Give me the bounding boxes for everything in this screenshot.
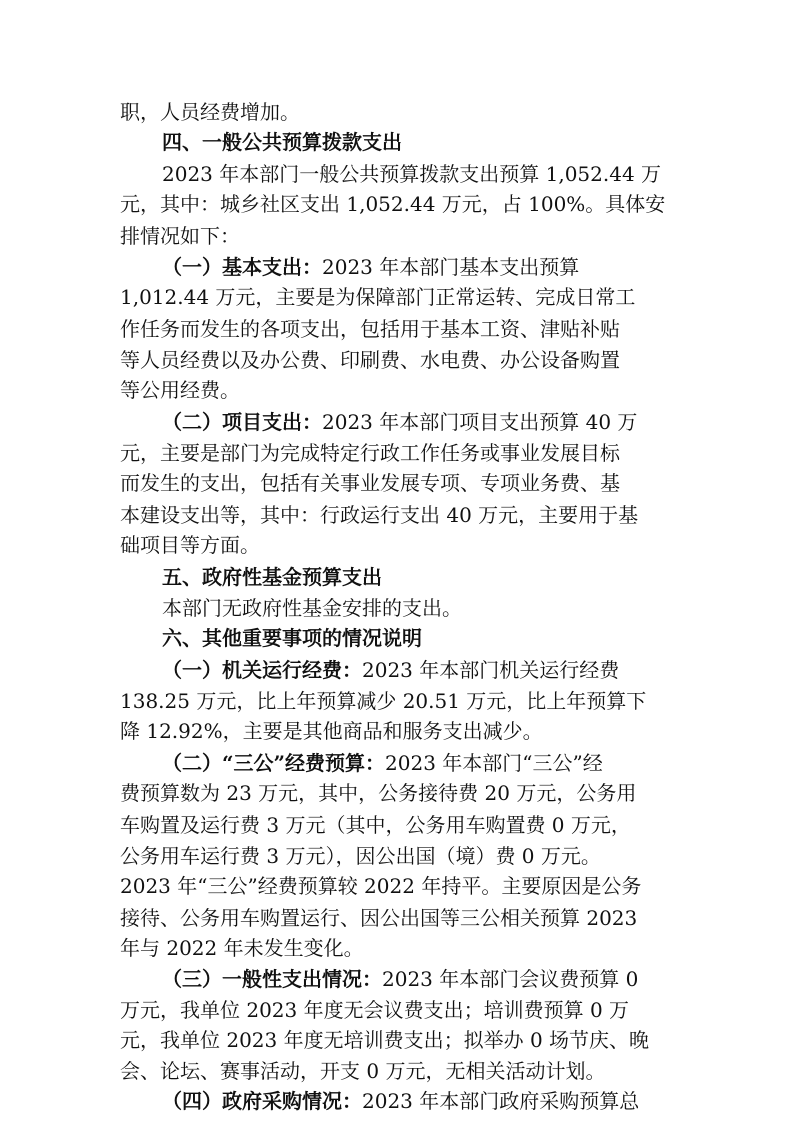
procurement-line-1: [162, 1086, 639, 1116]
basic-expense-line-4: 等人员经费以及办公费、印刷费、水电费、办公设备购置: [120, 347, 620, 372]
section4-para-line-2: 元，其中：城乡社区支出 1,052.44 万元，占 100%。具体安: [120, 192, 666, 217]
basic-expense-line-3: 作任务而发生的各项支出，包括用于基本工资、津贴补贴: [120, 316, 620, 341]
project-expense-line-5: 础项目等方面。: [120, 533, 260, 558]
procurement-label: （四）政府采购情况：: [162, 1089, 362, 1113]
operating-cost-line-3: 降 12.92%，主要是其他商品和服务支出减少。: [120, 719, 543, 744]
section5-heading: 五、政府性基金预算支出: [162, 564, 382, 589]
basic-expense-line-2: 1,012.44 万元，主要是为保障部门正常运转、完成日常工: [120, 285, 636, 310]
project-expense-line-3: 而发生的支出，包括有关事业发展专项、专项业务费、基: [120, 471, 620, 496]
three-public-line-7: 年与 2022 年未发生变化。: [120, 936, 364, 961]
operating-cost-text: 2023 年本部门机关运行经费: [362, 657, 620, 682]
section5-para: 本部门无政府性基金安排的支出。: [162, 595, 462, 620]
project-expense-line-1: [162, 407, 637, 437]
general-expense-line-4: 会、论坛、赛事活动，开支 0 万元，无相关活动计划。: [120, 1058, 606, 1083]
general-expense-label: （三）一般性支出情况：: [162, 967, 382, 992]
project-expense-label: （二）项目支出：: [162, 409, 322, 434]
three-public-line-1: [162, 748, 603, 778]
section4-heading: 四、一般公共预算拨款支出: [162, 130, 402, 155]
three-public-label: （二）“三公”经费预算：: [162, 750, 386, 775]
three-public-line-3: 车购置及运行费 3 万元（其中，公务用车购置费 0 万元，: [120, 812, 631, 837]
basic-expense-line-5: 等公用经费。: [120, 378, 240, 403]
three-public-line-4: 公务用车运行费 3 万元），因公出国（境）费 0 万元。: [120, 843, 601, 868]
general-expense-line-3: 元，我单位 2023 年度无培训费支出；拟举办 0 场节庆、晚: [120, 1028, 650, 1053]
general-expense-line-1: [162, 964, 638, 994]
section6-heading: 六、其他重要事项的情况说明: [162, 626, 422, 651]
three-public-text: 2023 年本部门“三公”经: [385, 750, 603, 775]
procurement-text: 2023 年本部门政府采购预算总: [362, 1089, 640, 1113]
operating-cost-label: （一）机关运行经费：: [162, 657, 362, 682]
three-public-line-5: 2023 年“三公”经费预算较 2022 年持平。主要原因是公务: [120, 874, 642, 899]
project-expense-text: 2023 年本部门项目支出预算 40 万: [322, 409, 638, 434]
operating-cost-line-1: [162, 655, 619, 685]
basic-expense-text: 2023 年本部门基本支出预算: [322, 254, 580, 279]
three-public-line-6: 接待、公务用车购置运行、因公出国等三公相关预算 2023: [120, 905, 638, 930]
general-expense-text: 2023 年本部门会议费预算 0: [382, 967, 639, 992]
project-expense-line-2: 元，主要是部门为完成特定行政工作任务或事业发展目标: [120, 441, 620, 466]
project-expense-line-4: 本建设支出等，其中：行政运行支出 40 万元，主要用于基: [120, 502, 639, 527]
general-expense-line-2: 万元，我单位 2023 年度无会议费支出；培训费预算 0 万: [120, 997, 630, 1022]
operating-cost-line-2: 138.25 万元，比上年预算减少 20.51 万元，比上年预算下: [120, 689, 647, 714]
section4-para-line-3: 排情况如下：: [120, 223, 240, 248]
section4-para-line-1: 2023 年本部门一般公共预算拨款支出预算 1,052.44 万: [162, 161, 662, 186]
basic-expense-line-1: [162, 252, 579, 282]
intro-tail-line: 职，人员经费增加。: [120, 100, 300, 124]
basic-expense-label: （一）基本支出：: [162, 254, 322, 279]
three-public-line-2: 费预算数为 23 万元，其中，公务接待费 20 万元，公务用: [120, 781, 637, 806]
